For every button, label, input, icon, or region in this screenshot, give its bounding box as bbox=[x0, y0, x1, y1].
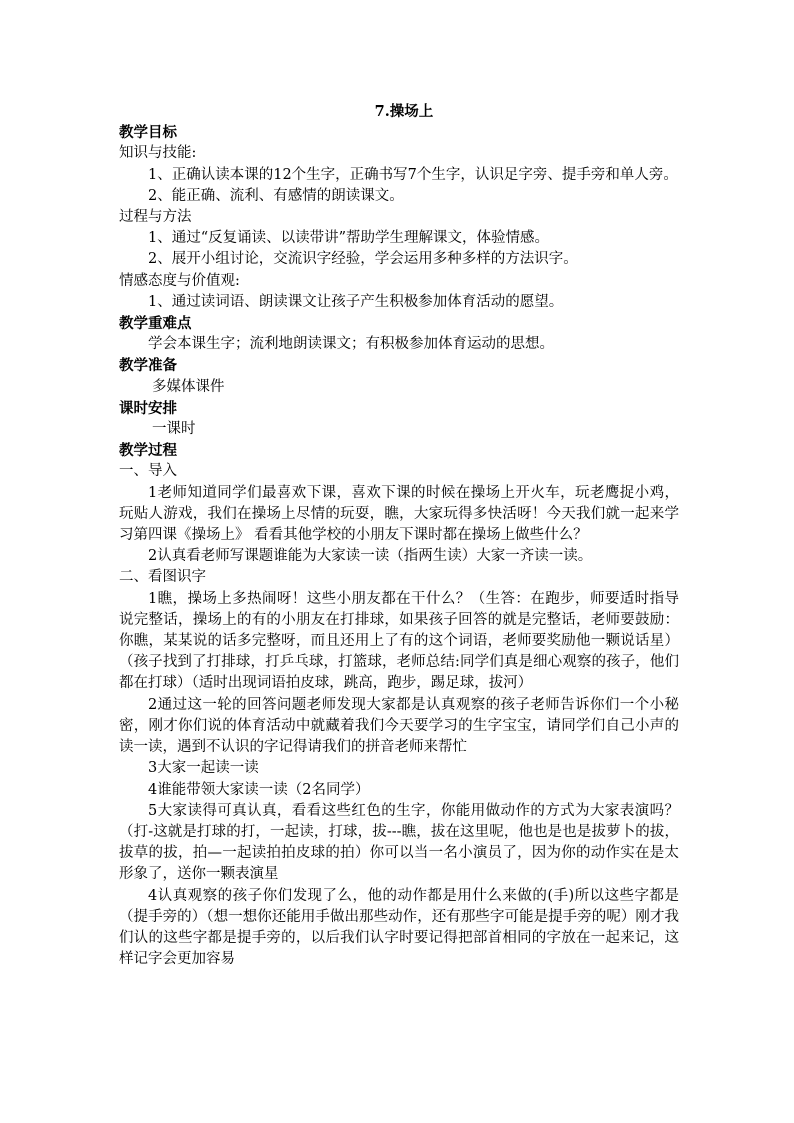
section-2-paragraph-5: 5大家读得可真认真，看看这些红色的生字，你能用做动作的方式为大家表演吗？（打-这就是打球的打，一起读，打球，拔---瞧，拔在这里呢，他也是也是拔萝卜的拔，拔草的拔，拍—一起读拍拍皮球的拍）你可以当一名小演员了，因为你的动作实在是太形象了，送你一颗表演星 bbox=[119, 802, 679, 883]
section-2-label: 二、看图识字 bbox=[119, 569, 206, 586]
section-1-paragraph-2: 2认真看老师写课题谁能为大家读一读（指两生读）大家一齐读一读。 bbox=[148, 548, 593, 565]
section-1-label: 一、导入 bbox=[119, 463, 177, 480]
heading-teaching-goals: 教学目标 bbox=[119, 124, 177, 142]
process-item-2: 2、展开小组讨论，交流识字经验，学会运用多种多样的方法识字。 bbox=[148, 251, 578, 268]
preparation-text: 多媒体课件 bbox=[152, 378, 225, 395]
document-body bbox=[119, 101, 679, 970]
heading-preparation: 教学准备 bbox=[119, 357, 177, 375]
label-emotion-values: 情感态度与价值观: bbox=[119, 272, 240, 289]
knowledge-item-1: 1、正确认读本课的12个生字，正确书写7个生字，认识足字旁、提手旁和单人旁。 bbox=[148, 166, 678, 183]
label-process-methods: 过程与方法 bbox=[119, 209, 192, 226]
section-2-paragraph-6: 4认真观察的孩子你们发现了么，他的动作都是用什么来做的(手)所以这些字都是（提手旁的）（想一想你还能用手做出那些动作，还有那些字可能是提手旁的呢）刚才我们认的这些字都是提手旁的，以后我们认字时要记得把部首相同的字放在一起来记，这样记字会更加容易 bbox=[119, 887, 679, 968]
label-knowledge-skills: 知识与技能: bbox=[119, 145, 197, 162]
section-2-paragraph-1: 1瞧，操场上多热闹呀！这些小朋友都在干什么？（生答：在跑步，师要适时指导说完整话，操场上的有的小朋友在打排球，如果孩子回答的就是完整话，老师要鼓励：你瞧，某某说的话多完整呀，而且还用上了有的这个词语，老师要奖励他一颗说话星）（孩子找到了打排球，打乒乓球，打篮球，老师总结:同学们真是细心观察的孩子，他们都在打球）（适时出现词语拍皮球，跳高，跑步，踢足球，拔河） bbox=[119, 590, 679, 692]
key-points-text: 学会本课生字；流利地朗读课文；有积极参加体育运动的思想。 bbox=[148, 336, 554, 353]
heading-schedule: 课时安排 bbox=[119, 399, 177, 417]
process-item-1: 1、通过“反复诵读、以读带讲”帮助学生理解课文，体验情感。 bbox=[148, 230, 550, 247]
heading-teaching-process: 教学过程 bbox=[119, 442, 177, 460]
section-2-paragraph-2: 2通过这一轮的回答问题老师发现大家都是认真观察的孩子老师告诉你们一个小秘密，刚才你们说的体育活动中就藏着我们今天要学习的生字宝宝，请同学们自己小声的读一读，遇到不认识的字记得请我们的拼音老师来帮忙 bbox=[119, 696, 679, 756]
knowledge-item-2: 2、能正确、流利、有感情的朗读课文。 bbox=[148, 187, 404, 204]
section-2-paragraph-3: 3大家一起读一读 bbox=[148, 760, 259, 777]
heading-key-points: 教学重难点 bbox=[119, 315, 192, 333]
section-1-paragraph-1: 1老师知道同学们最喜欢下课，喜欢下课的时候在操场上开火车，玩老鹰捉小鸡，玩贴人游戏，我们在操场上尽情的玩耍，瞧，大家玩得多快活呀！今天我们就一起来学习第四课《操场上》 看看其他学校的小朋友下课时都在操场上做些什么？ bbox=[119, 484, 679, 544]
lesson-title: 7.操场上 bbox=[374, 103, 434, 120]
schedule-text: 一课时 bbox=[152, 421, 196, 438]
section-2-paragraph-4: 4谁能带领大家读一读（2名同学） bbox=[148, 781, 370, 798]
emotion-item-1: 1、通过读词语、朗读课文让孩子产生积极参加体育活动的愿望。 bbox=[148, 293, 564, 310]
